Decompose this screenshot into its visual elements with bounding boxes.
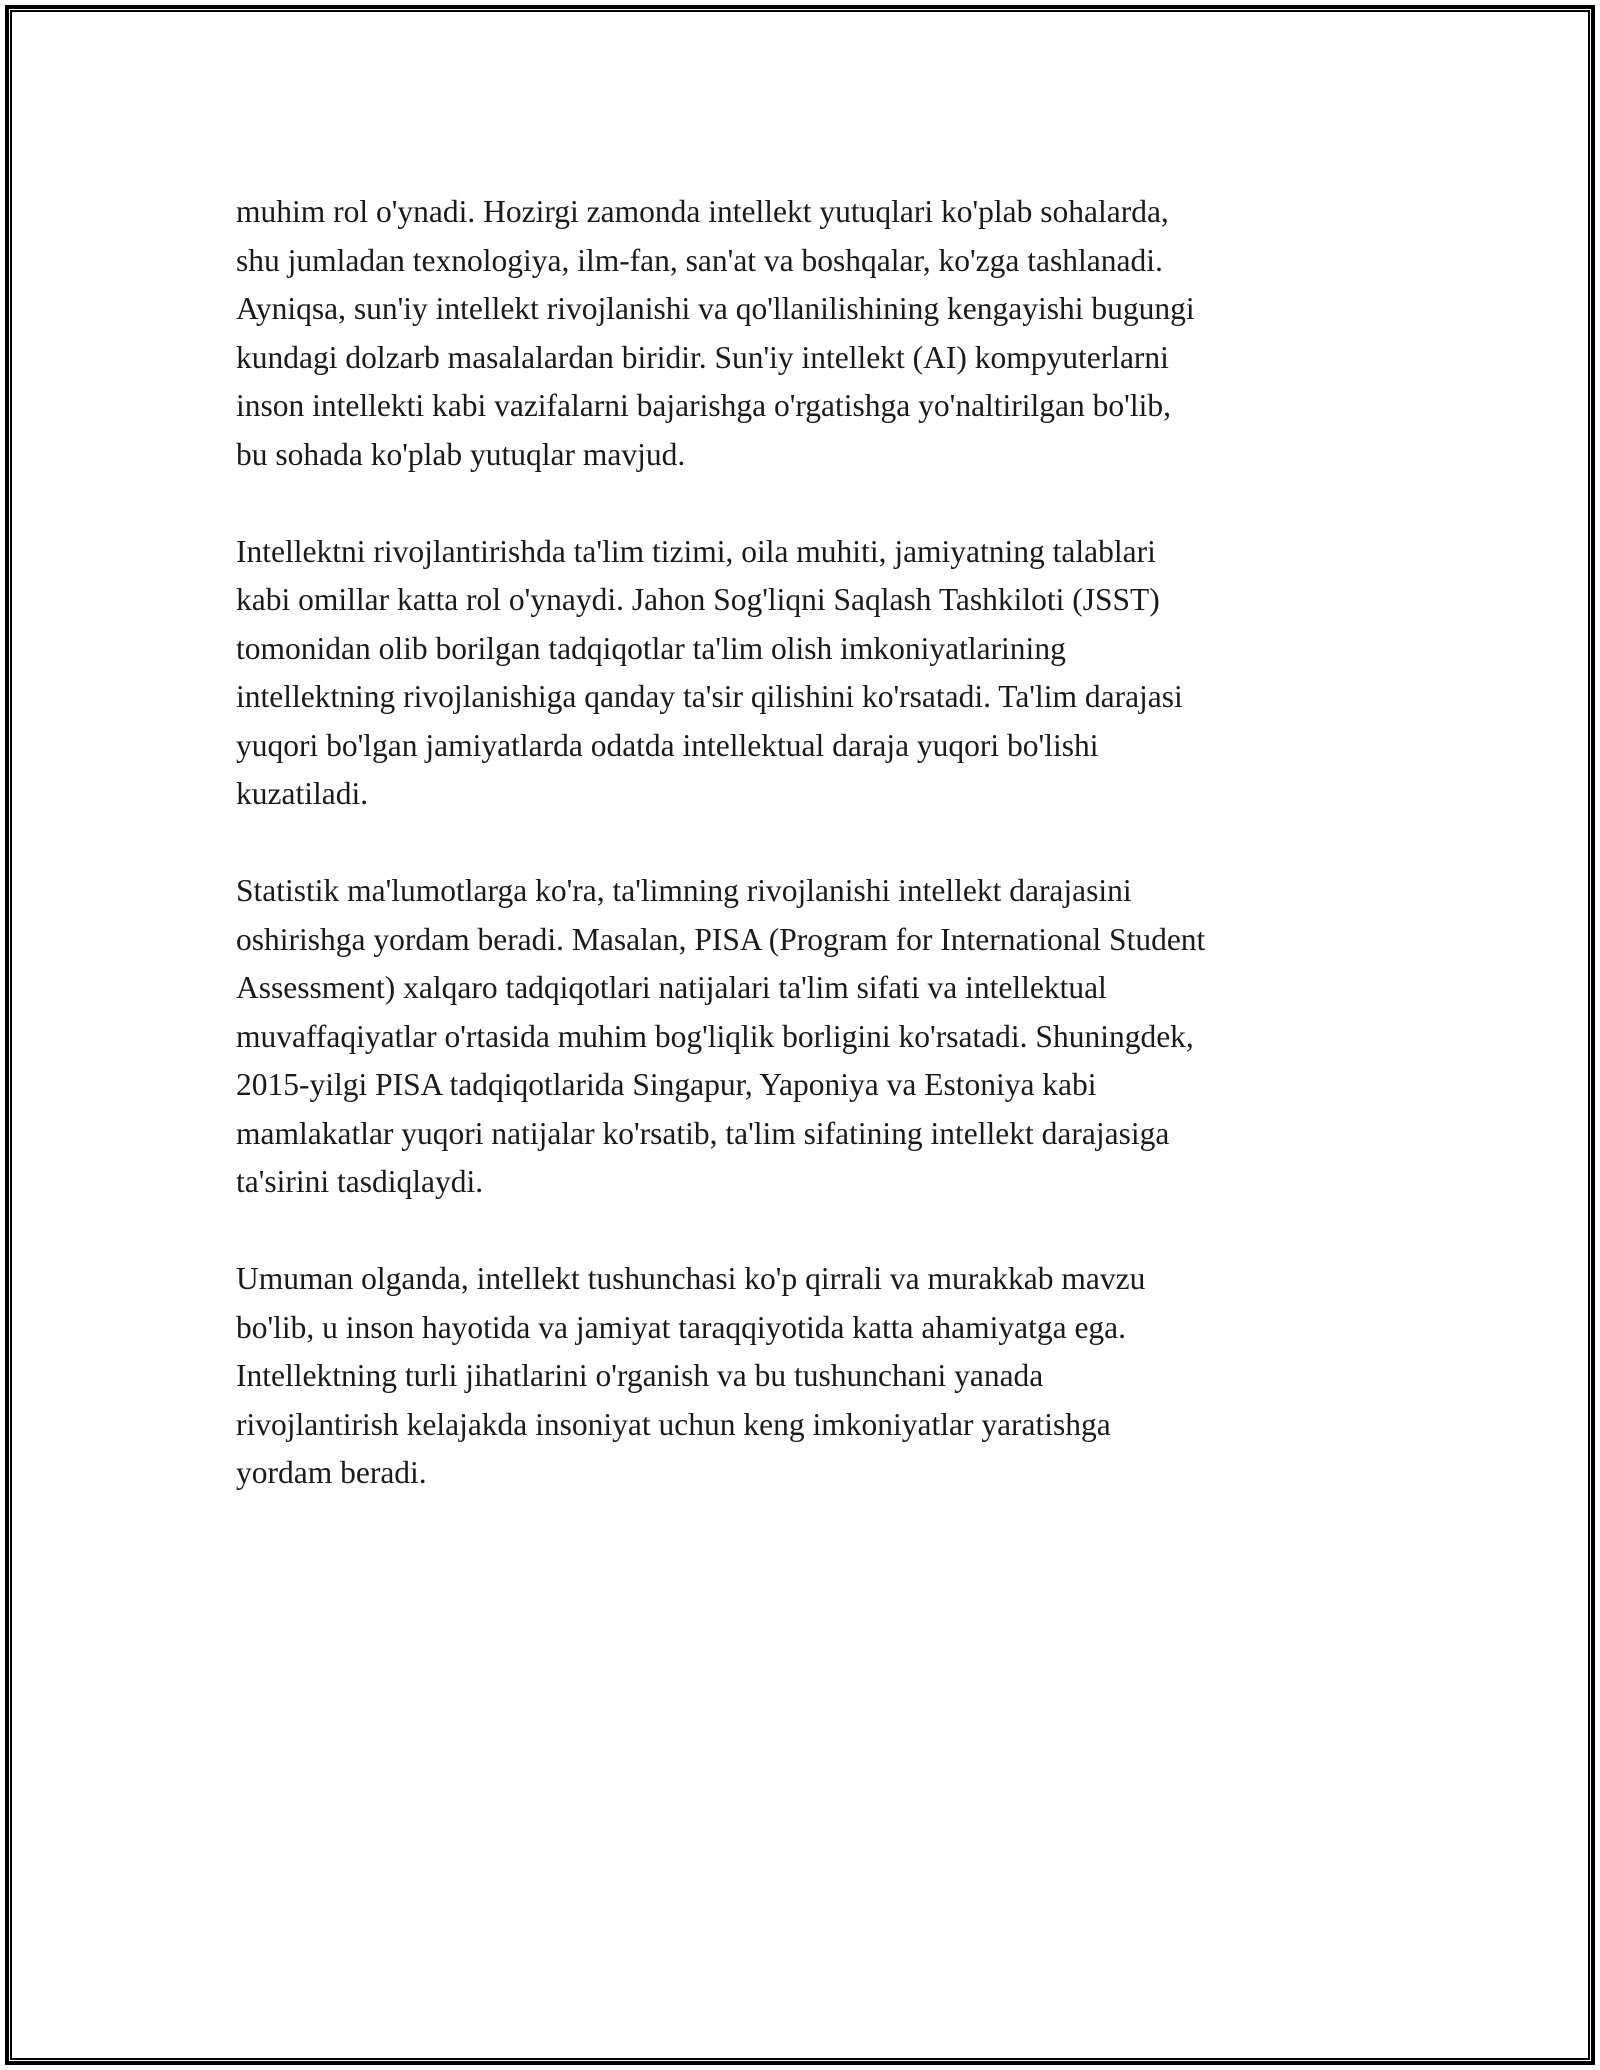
text-line: Intellektni rivojlantirishda ta'lim tizimi, oila muhiti, jamiyatning talablari [236,533,1156,569]
text-line: muvaffaqiyatlar o'rtasida muhim bog'liqlik borligini ko'rsatadi. Shuningdek, [236,1018,1194,1054]
paragraph [236,1255,1376,1498]
text-line: muhim rol o'ynadi. Hozirgi zamonda intellekt yutuqlari ko'plab sohalarda, [236,194,1169,229]
paragraph [236,867,1376,1207]
text-line: inson intellekti kabi vazifalarni bajarishga o'rgatishga yo'naltirilgan bo'lib, [236,388,1171,423]
text-line: kuzatiladi. [236,776,369,811]
text-line: intellektning rivojlanishiga qanday ta'sir qilishini ko'rsatadi. Ta'lim darajasi [236,679,1183,714]
text-line: ta'sirini tasdiqlaydi. [236,1164,484,1199]
text-line: yuqori bo'lgan jamiyatlarda odatda intellektual daraja yuqori bo'lishi [236,727,1099,763]
text-line: bo'lib, u inson hayotida va jamiyat taraqqiyotida katta ahamiyatga ega. [236,1309,1127,1345]
text-line: Umuman olganda, intellekt tushunchasi ko'p qirrali va murakkab mavzu [236,1261,1146,1296]
text-line: kabi omillar katta rol o'ynaydi. Jahon Sog'liqni Saqlash Tashkiloti (JSST) [236,582,1160,617]
text-line: shu jumladan texnologiya, ilm-fan, san'at va boshqalar, ko'zga tashlanadi. [236,242,1163,278]
text-line: oshirishga yordam beradi. Masalan, PISA (Program for International Student [236,921,1206,957]
text-line: Ayniqsa, sun'iy intellekt rivojlanishi va qo'llanilishining kengayishi bugungi [236,291,1195,326]
text-line: Intellektning turli jihatlarini o'rganish va bu tushunchani yanada [236,1358,1044,1393]
text-line: 2015-yilgi PISA tadqiqotlarida Singapur, Yaponiya va Estoniya kabi [236,1067,1097,1102]
text-line: mamlakatlar yuqori natijalar ko'rsatib, ta'lim sifatining intellekt darajasiga [236,1115,1170,1151]
paragraph [236,528,1376,819]
document-body [236,188,1376,1546]
text-line: bu sohada ko'plab yutuqlar mavjud. [236,436,686,472]
text-line: Assessment) xalqaro tadqiqotlari natijalari ta'lim sifati va intellektual [236,970,1107,1005]
text-line: tomonidan olib borilgan tadqiqotlar ta'lim olish imkoniyatlarining [236,630,1066,666]
text-line: yordam beradi. [236,1455,427,1490]
text-line: kundagi dolzarb masalalardan biridir. Sun'iy intellekt (AI) kompyuterlarni [236,339,1169,375]
text-line: rivojlantirish kelajakda insoniyat uchun keng imkoniyatlar yaratishga [236,1406,1111,1442]
text-line: Statistik ma'lumotlarga ko'ra, ta'limning rivojlanishi intellekt darajasini [236,873,1132,908]
paragraph [236,188,1376,479]
